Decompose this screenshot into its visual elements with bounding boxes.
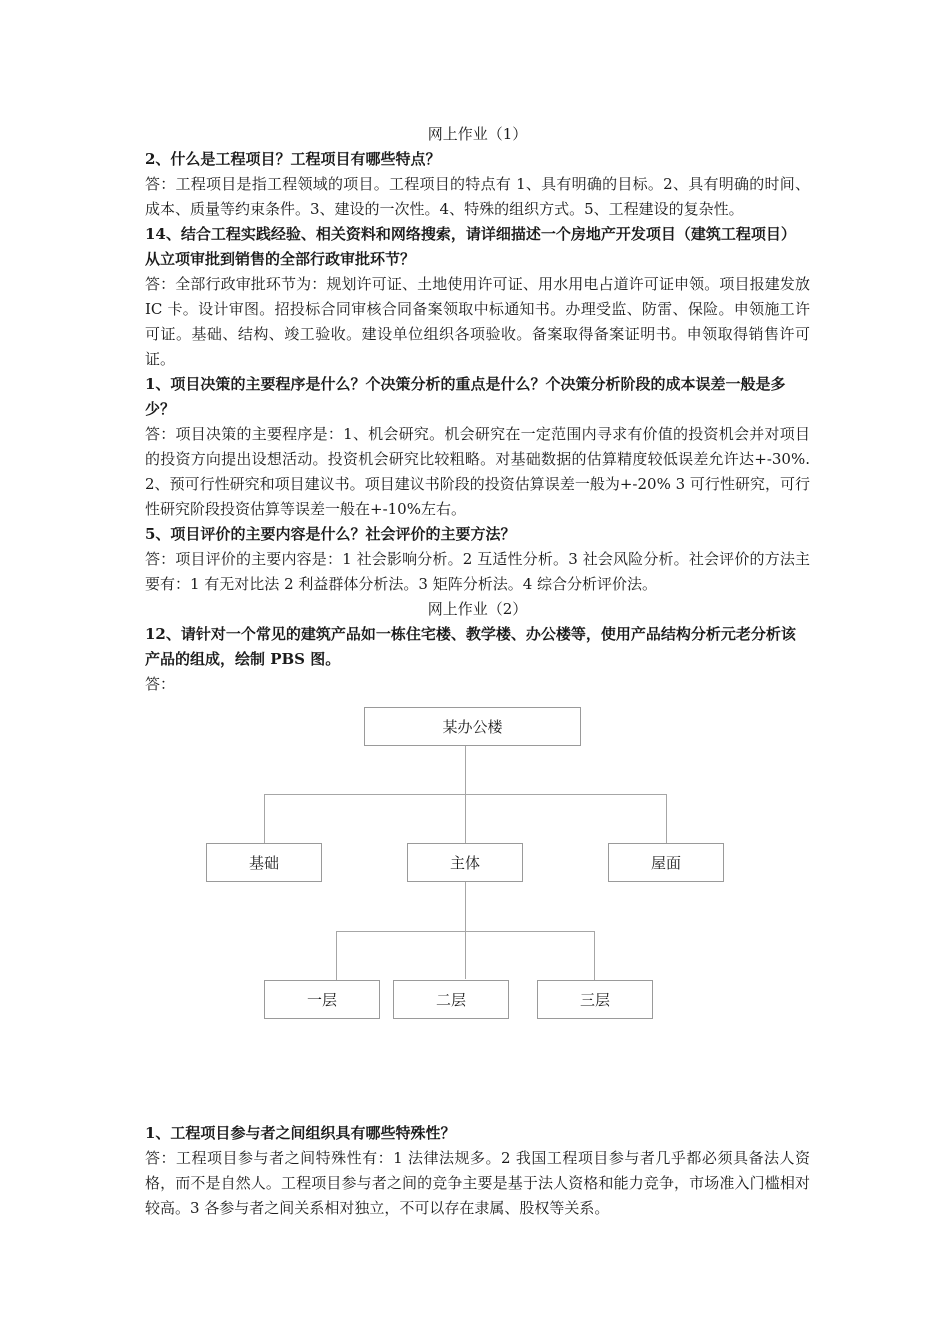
- question-decision-procedure: 1、项目决策的主要程序是什么？个决策分析的重点是什么？个决策分析阶段的成本误差一般是多少？: [145, 375, 786, 418]
- pbs-node-floor-1-label: 一层: [306, 991, 337, 1009]
- question-approval-process: 14、结合工程实践经验、相关资料和网络搜索，请详细描述一个房地产开发项目（建筑工程项目）从立项审批到销售的全部行政审批环节？: [145, 225, 796, 268]
- answer-engineering-project: 答：工程项目是指工程领域的项目。工程项目的特点有 1、具有明确的目标。2、具有明确的时间、成本、质量等约束条件。3、建设的一次性。4、特殊的组织方式。5、工程建设的复杂性。: [145, 175, 810, 218]
- hw1-title: 网上作业（1）: [427, 125, 528, 143]
- connector-to-main-body: [465, 794, 466, 843]
- pbs-node-foundation: [206, 843, 322, 882]
- connector-to-roof: [666, 794, 667, 843]
- connector-main-body-down: [465, 881, 466, 979]
- answer-approval-process: 答：全部行政审批环节为：规划许可证、土地使用许可证、用水用电占道许可证申领。项目报建发放 IC 卡。设计审图。招投标合同审核合同备案领取中标通知书。办理受监、防雷、保险。申领施工许可证。基础、结构、竣工验收。建设单位组织各项验收。备案取得备案证明书。申领取得销售许可证。: [145, 275, 810, 368]
- answer-project-evaluation: 答：项目评价的主要内容是：1 社会影响分析。2 互适性分析。3 社会风险分析。社会评价的方法主要有：1 有无对比法 2 利益群体分析法。3 矩阵分析法。4 综合分析评价法。: [145, 550, 810, 593]
- spacer: [145, 1069, 810, 1121]
- pbs-diagram: [145, 697, 810, 1069]
- answer-decision-procedure: 答：项目决策的主要程序是：1、机会研究。机会研究在一定范围内寻求有价值的投资机会并对项目的投资方向提出设想活动。投资机会研究比较粗略。对基础数据的估算精度较低误差允许达+-30%. 2、预可行性研究和项目建议书。项目建议书阶段的投资估算误差一般为+-20% 3 可行性研究，可行性研究阶段投资估算等误差一般在+-10%左右。: [145, 425, 810, 518]
- question-project-evaluation: 5、项目评价的主要内容是什么？社会评价的主要方法？: [145, 525, 516, 543]
- answer-pbs-label: 答：: [145, 675, 176, 693]
- pbs-node-roof: [608, 843, 724, 882]
- connector-to-floor-1: [336, 931, 337, 980]
- connector-to-floor-3: [594, 931, 595, 980]
- pbs-node-main-body: [407, 843, 523, 882]
- pbs-node-floor-3-label: 三层: [579, 991, 610, 1009]
- hw2-title: 网上作业（2）: [427, 600, 528, 618]
- pbs-root-label: 某办公楼: [442, 718, 503, 736]
- pbs-node-floor-3: [537, 980, 653, 1019]
- pbs-node-foundation-label: 基础: [248, 854, 279, 872]
- pbs-root-box: [364, 707, 581, 746]
- question-engineering-project: 2、什么是工程项目？工程项目有哪些特点？: [145, 150, 441, 168]
- connector-level2-horizontal: [336, 931, 595, 932]
- question-participant-organization: 1、工程项目参与者之间组织具有哪些特殊性？: [145, 1124, 456, 1142]
- connector-to-foundation: [264, 794, 265, 843]
- answer-participant-organization: 答：工程项目参与者之间特殊性有：1 法律法规多。2 我国工程项目参与者几乎都必须具备法人资格，而不是自然人。工程项目参与者之间的竞争主要是基于法人资格和能力竞争，市场准入门槛相对较高。3 各参与者之间关系相对独立，不可以存在隶属、股权等关系。: [145, 1149, 810, 1217]
- question-pbs: 12、请针对一个常见的建筑产品如一栋住宅楼、教学楼、办公楼等，使用产品结构分析元老分析该产品的组成，绘制 PBS 图。: [145, 625, 796, 668]
- pbs-node-floor-2: [393, 980, 509, 1019]
- pbs-node-floor-1: [264, 980, 380, 1019]
- pbs-node-roof-label: 屋面: [650, 854, 681, 872]
- connector-root-down: [465, 745, 466, 794]
- pbs-node-floor-2-label: 二层: [435, 991, 466, 1009]
- pbs-node-main-body-label: 主体: [449, 854, 480, 872]
- document-page: [145, 122, 810, 1221]
